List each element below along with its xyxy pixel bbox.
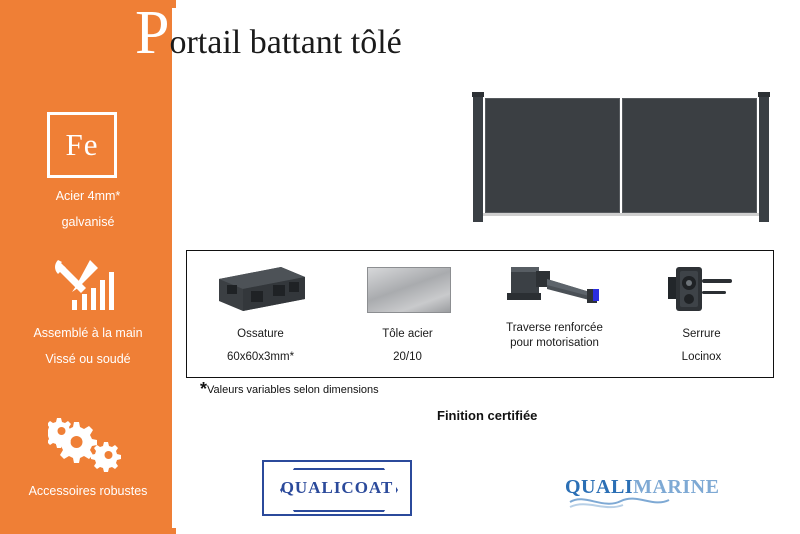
gate-post-cap-left xyxy=(472,92,484,97)
qualimarine-logo xyxy=(565,470,720,510)
gate-illustration xyxy=(473,92,769,222)
qualimarine-logo-text-primary: QUALI xyxy=(565,476,634,498)
component-item xyxy=(628,251,775,377)
component-sublabel: Locinox xyxy=(681,351,722,363)
component-label-line2: pour motorisation xyxy=(510,337,599,349)
gears-icon xyxy=(48,414,124,472)
material-badge-label: Fe xyxy=(65,127,99,162)
qualicoat-logo xyxy=(262,460,412,516)
lock-icon xyxy=(628,259,775,321)
component-label xyxy=(481,321,628,351)
page-title-initial: P xyxy=(135,0,170,67)
sidebar-divider xyxy=(172,8,176,528)
gate-leaf-right xyxy=(622,98,757,213)
sidebar xyxy=(0,0,176,534)
component-item xyxy=(481,251,628,377)
sidebar-caption-galvanise: galvanisé xyxy=(61,215,115,229)
material-badge xyxy=(47,112,117,178)
gate-post-cap-right xyxy=(758,92,770,97)
qualimarine-logo-text-secondary: MARINE xyxy=(633,476,720,498)
qualicoat-logo-inner xyxy=(264,462,410,514)
footnote-text: Valeurs variables selon dimensions xyxy=(207,384,379,396)
steel-sheet-shape xyxy=(367,267,451,313)
page-title-rest: ortail battant tôlé xyxy=(169,24,402,61)
qualimarine-wave-icon xyxy=(565,492,715,510)
component-label: Ossature xyxy=(237,328,284,340)
motor-crossbar-icon xyxy=(481,259,628,321)
component-item xyxy=(187,251,334,377)
qualicoat-logo-text: QUALICOAT xyxy=(280,478,394,497)
gate-post-right xyxy=(759,92,769,222)
sidebar-caption-accessoires: Accessoires robustes xyxy=(28,484,148,498)
wrench-icon xyxy=(52,258,118,312)
sidebar-caption-acier: Acier 4mm* xyxy=(55,189,121,203)
component-label: Tôle acier xyxy=(382,328,433,340)
gate-shadow xyxy=(483,213,759,216)
footnote xyxy=(200,379,379,400)
component-sublabel: 60x60x3mm* xyxy=(226,351,295,363)
certification-heading: Finition certifiée xyxy=(437,408,538,423)
page-title xyxy=(135,0,402,67)
gate-post-left xyxy=(473,92,483,222)
gate-leaf-left xyxy=(485,98,620,213)
steel-sheet-icon xyxy=(334,259,481,321)
footnote-star: * xyxy=(200,379,208,399)
component-label: Serrure xyxy=(682,328,721,340)
sidebar-caption-visse: Vissé ou soudé xyxy=(45,352,131,366)
sidebar-caption-assemble: Assemblé à la main xyxy=(33,326,143,340)
component-sublabel: 20/10 xyxy=(393,351,422,363)
frame-profile-icon xyxy=(187,259,334,321)
component-item xyxy=(334,251,481,377)
component-label-line1: Traverse renforcée xyxy=(506,322,603,334)
components-panel xyxy=(186,250,774,378)
